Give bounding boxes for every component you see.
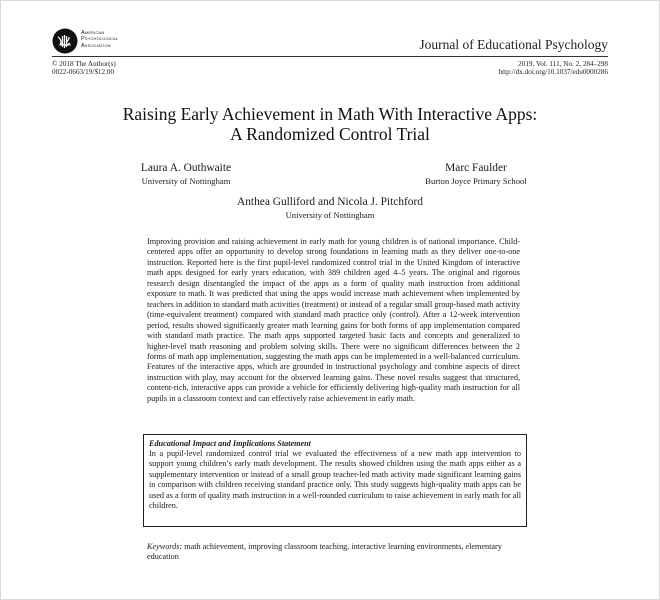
article-title xyxy=(0,104,660,144)
keywords xyxy=(147,542,521,563)
author-name: Marc Faulder xyxy=(445,162,507,174)
association-name xyxy=(81,30,118,49)
abstract-text: Improving provision and raising achievement in early math for young children is of national importance. Child-centered apps offer an opportunity to develop strong foundations in learning math as they deliver one-to-one instruction. Reported here is the first pupil-level randomized control trial in the United Kingdom of interactive math apps designed for early years education, with 389 children aged 4–5 years. The original and rigorous research design disentangled the impact of the apps as a form of quality math instruction from additional exposure to math. It was predicted that using the apps would increase math achievement when implemented by teachers in addition to standard math activities (treatment) or instead of a regular small group-based math activity (time-equivalent treatment) compared with standard math practice only (control). After a 12-week intervention period, results showed significantly greater math learning gains for both forms of app implementation compared with standard math practice. The math apps supported targeted basic facts and concepts and generalized to higher-level math reasoning and problem solving skills. There were no significant differences between the 2 forms of math app implementation, suggesting the math apps can be implemented in a well-balanced curriculum. Features of the interactive apps, which are grounded in instructional psychology and combine aspects of direct instruction with play, may account for the observed learning gains. These novel results suggest that structured, content-rich, interactive apps can provide a vehicle for efficiently delivering high-quality math instruction for all pupils in a classroom context and can effectively raise achievement in early math. xyxy=(147,237,520,403)
keywords-text: math achievement, improving classroom teaching, interactive learning environments, elementary education xyxy=(147,542,502,562)
author-name: Laura A. Outhwaite xyxy=(140,162,232,174)
author-affiliation: Burton Joyce Primary School xyxy=(425,176,527,186)
author-block xyxy=(120,162,252,187)
title-line: Raising Early Achievement in Math With Interactive Apps: xyxy=(122,104,538,124)
author-block xyxy=(170,196,490,221)
impact-heading: Educational Impact and Implications Statement xyxy=(149,439,311,448)
apa-logo-icon xyxy=(52,28,78,54)
impact-statement-box xyxy=(143,434,527,527)
association-line: Psychological xyxy=(81,36,119,43)
keywords-label: Keywords: xyxy=(147,542,185,551)
author-block xyxy=(402,162,550,187)
association-line: Association xyxy=(81,42,111,49)
author-affiliation: University of Nottingham xyxy=(285,210,375,220)
association-line: American xyxy=(81,30,105,36)
header-rule xyxy=(52,56,608,57)
author-name: Anthea Gulliford and Nicola J. Pitchford xyxy=(236,196,423,208)
impact-text: In a pupil-level randomized control trial we evaluated the effectiveness of a new math app intervention to support young children’s early math development. The results showed children using the math apps either as a supplementary intervention or instead of a small group teacher-led math activity made significant learning gains in comparison with children receiving standard practice only. This study suggests high-quality math apps can be used as a form of quality math instruction in a well-rounded curriculum to raise achievement in early math for all children. xyxy=(149,449,521,511)
author-affiliation: University of Nottingham xyxy=(141,176,231,186)
citation: 2019, Vol. 111, No. 2, 284–298 xyxy=(518,60,608,68)
publication-meta-right xyxy=(499,60,608,77)
copyright: © 2018 The Author(s) xyxy=(52,60,116,68)
doi-link[interactable]: http://dx.doi.org/10.1037/edu0000286 xyxy=(498,68,608,77)
issn: 0022-0663/19/$12.00 xyxy=(52,68,115,77)
journal-name: Journal of Educational Psychology xyxy=(419,37,608,52)
title-line: A Randomized Control Trial xyxy=(230,124,430,144)
publication-meta-left xyxy=(52,60,116,77)
